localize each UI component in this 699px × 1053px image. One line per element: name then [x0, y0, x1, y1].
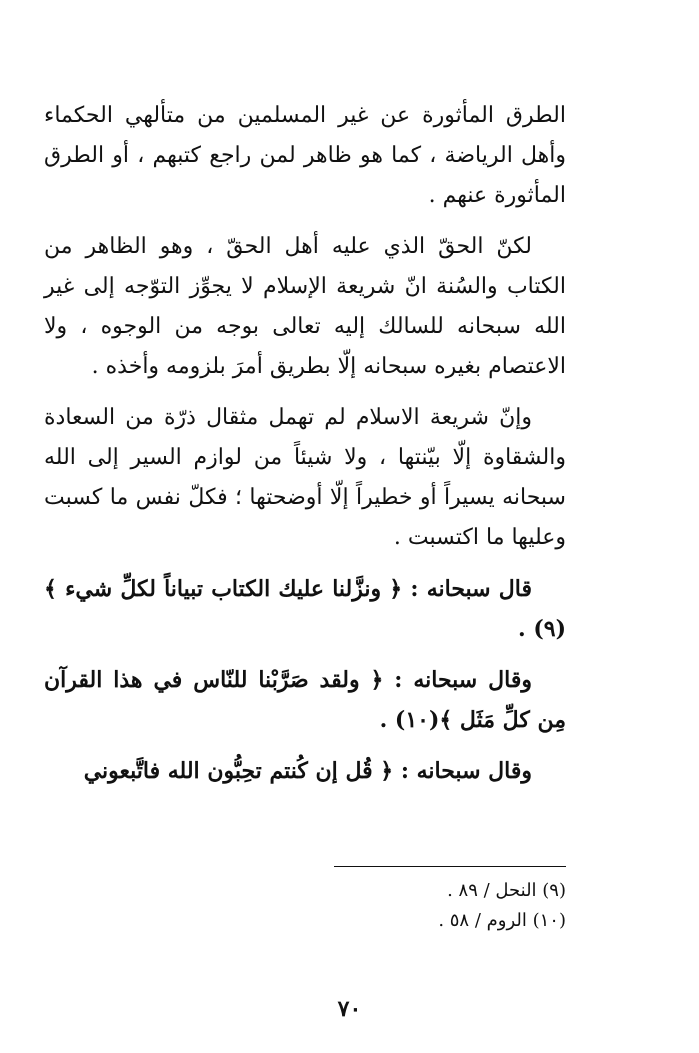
footnote-9: (٩) النحل / ٨٩ .	[447, 880, 566, 901]
quran-quote-1: قال سبحانه : ﴿ ونزَّلنا عليك الكتاب تبياناً لكلِّ شيء ﴾(٩) .	[44, 576, 566, 642]
footnote-10: (١٠) الروم / ٥٨ .	[438, 910, 566, 931]
paragraph-1: الطرق المأثورة عن غير المسلمين من متألهي الحكماء وأهل الرياضة ، كما هو ظاهر لمن راجع كتبهم ، أو الطرق المأثورة عنهم .	[44, 103, 566, 208]
quran-quote-2: وقال سبحانه : ﴿ ولقد صَرَّبْنا للنّاس في هذا القرآن مِن كلِّ مَثَل ﴾(١٠) .	[44, 667, 566, 733]
page-number: ٧٠	[337, 996, 362, 1022]
paragraph-2: لكنّ الحقّ الذي عليه أهل الحقّ ، وهو الظاهر من الكتاب والسُنة انّ شريعة الإسلام لا يجوِّز التوّجه إلى غير الله سبحانه للسالك إليه تعالى بوجه من الوجوه ، ولا الاعتصام بغيره سبحانه إلّا بطريق أمرَ بلزومه وأخذه .	[44, 234, 566, 379]
footnote-divider	[334, 866, 566, 867]
footnotes	[438, 876, 566, 936]
quran-quote-3: وقال سبحانه : ﴿ قُل إن كُنتم تحِبُّون الله فاتَّبعوني	[83, 758, 532, 784]
paragraph-3: وإنّ شريعة الاسلام لم تهمل مثقال ذرّة من السعادة والشقاوة إلّا بيّنتها ، ولا شيئاً من لوازم السير إلى الله سبحانه يسيراً أو خطيراً إلّا أوضحتها ؛ فكلّ نفس ما كسبت وعليها ما اكتسبت .	[44, 405, 566, 550]
main-text	[44, 96, 566, 802]
